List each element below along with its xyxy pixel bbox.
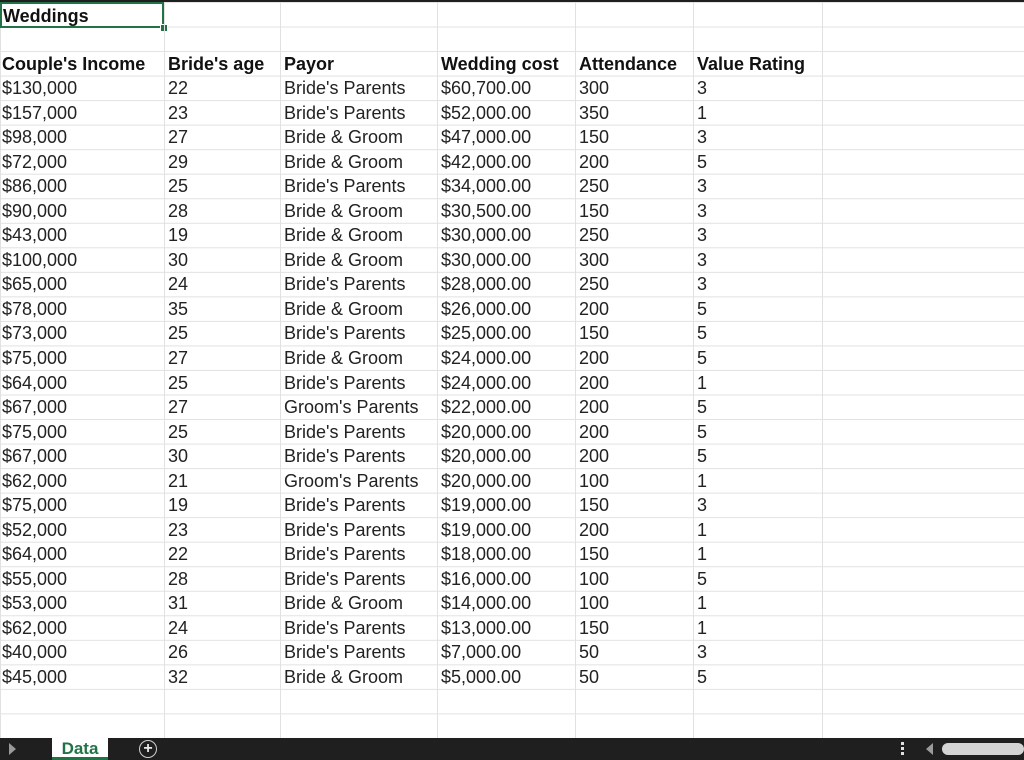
- table-cell[interactable]: 5: [697, 446, 708, 467]
- table-cell[interactable]: 150: [579, 127, 610, 148]
- table-cell[interactable]: Bride's Parents: [284, 519, 406, 540]
- table-cell[interactable]: 3: [697, 495, 708, 516]
- table-cell[interactable]: Bride's Parents: [284, 274, 406, 295]
- table-cell[interactable]: $53,000: [2, 593, 68, 614]
- table-cell[interactable]: $24,000.00: [441, 372, 532, 393]
- table-cell[interactable]: 25: [168, 421, 189, 442]
- table-cell[interactable]: $60,700.00: [441, 78, 532, 99]
- table-cell[interactable]: 31: [168, 593, 189, 614]
- table-cell[interactable]: $98,000: [2, 127, 68, 148]
- table-cell[interactable]: $18,000.00: [441, 544, 532, 565]
- title-cell-selected[interactable]: [0, 2, 164, 28]
- column-gridline: [164, 2, 165, 738]
- column-header[interactable]: Bride's age: [168, 53, 265, 74]
- scroll-tabs-right-icon[interactable]: [9, 743, 16, 755]
- table-cell[interactable]: 200: [579, 397, 610, 418]
- table-cell[interactable]: 27: [168, 347, 189, 368]
- table-cell[interactable]: Groom's Parents: [284, 470, 419, 491]
- table-cell[interactable]: $64,000: [2, 544, 68, 565]
- table-cell[interactable]: 100: [579, 470, 610, 491]
- table-cell[interactable]: 50: [579, 642, 600, 663]
- table-cell[interactable]: 300: [579, 249, 610, 270]
- table-cell[interactable]: $24,000.00: [441, 347, 532, 368]
- table-cell[interactable]: 150: [579, 617, 610, 638]
- table-cell[interactable]: Bride & Groom: [284, 667, 404, 687]
- table-cell[interactable]: 1: [697, 102, 708, 123]
- table-cell[interactable]: $100,000: [2, 249, 78, 270]
- table-cell[interactable]: 28: [168, 568, 189, 589]
- table-cell[interactable]: $26,000.00: [441, 298, 532, 319]
- table-cell[interactable]: 200: [579, 519, 610, 540]
- table-cell[interactable]: 19: [168, 225, 189, 246]
- table-cell[interactable]: Bride's Parents: [284, 642, 406, 663]
- table-cell[interactable]: 5: [697, 347, 708, 368]
- table-cell[interactable]: 150: [579, 200, 610, 221]
- column-gridline: [280, 2, 281, 738]
- table-cell[interactable]: Bride's Parents: [284, 372, 406, 393]
- table-cell[interactable]: 3: [697, 176, 708, 197]
- table-cell[interactable]: 100: [579, 568, 610, 589]
- table-cell[interactable]: 3: [697, 274, 708, 295]
- table-cell[interactable]: 250: [579, 225, 610, 246]
- table-cell[interactable]: 5: [697, 568, 708, 589]
- table-cell[interactable]: 3: [697, 642, 708, 663]
- table-cell[interactable]: 200: [579, 421, 610, 442]
- worksheet-grid[interactable]: [0, 2, 1024, 738]
- table-cell[interactable]: $34,000.00: [441, 176, 532, 197]
- table-cell[interactable]: Bride & Groom: [284, 249, 404, 270]
- table-cell[interactable]: 27: [168, 397, 189, 418]
- table-cell[interactable]: $75,000: [2, 421, 68, 442]
- table-cell[interactable]: 100: [579, 593, 610, 614]
- table-cell[interactable]: 5: [697, 667, 708, 687]
- table-cell[interactable]: 5: [697, 298, 708, 319]
- table-cell[interactable]: $7,000.00: [441, 642, 522, 663]
- table-cell[interactable]: 350: [579, 102, 610, 123]
- add-sheet-icon[interactable]: +: [139, 740, 157, 758]
- table-cell[interactable]: $30,000.00: [441, 249, 532, 270]
- table-cell[interactable]: Bride's Parents: [284, 495, 406, 516]
- table-cell[interactable]: 1: [697, 470, 708, 491]
- table-cell[interactable]: Bride's Parents: [284, 421, 406, 442]
- table-cell[interactable]: 30: [168, 249, 189, 270]
- scroll-left-icon[interactable]: [926, 743, 933, 755]
- table-cell[interactable]: $5,000.00: [441, 667, 522, 687]
- table-cell[interactable]: $20,000.00: [441, 470, 532, 491]
- table-cell[interactable]: 300: [579, 78, 610, 99]
- table-cell[interactable]: 250: [579, 176, 610, 197]
- table-cell[interactable]: $72,000: [2, 151, 68, 172]
- column-header[interactable]: Value Rating: [697, 53, 806, 74]
- table-cell[interactable]: 22: [168, 78, 189, 99]
- table-cell[interactable]: 200: [579, 446, 610, 467]
- table-cell[interactable]: 5: [697, 421, 708, 442]
- table-cell[interactable]: 3: [697, 225, 708, 246]
- table-cell[interactable]: 150: [579, 323, 610, 344]
- table-cell[interactable]: 23: [168, 102, 189, 123]
- table-cell[interactable]: 19: [168, 495, 189, 516]
- table-cell[interactable]: 29: [168, 151, 189, 172]
- table-cell[interactable]: $78,000: [2, 298, 68, 319]
- table-cell[interactable]: Bride & Groom: [284, 127, 404, 148]
- table-cell[interactable]: Bride & Groom: [284, 347, 404, 368]
- column-gridline: [693, 2, 694, 738]
- table-cell[interactable]: $90,000: [2, 200, 68, 221]
- column-header[interactable]: Attendance: [579, 53, 678, 74]
- table-cell[interactable]: 3: [697, 200, 708, 221]
- table-cell[interactable]: 200: [579, 151, 610, 172]
- table-cell[interactable]: $30,500.00: [441, 200, 532, 221]
- table-cell[interactable]: Bride & Groom: [284, 298, 404, 319]
- table-cell[interactable]: 1: [697, 519, 708, 540]
- table-cell[interactable]: $64,000: [2, 372, 68, 393]
- table-cell[interactable]: $22,000.00: [441, 397, 532, 418]
- table-cell[interactable]: 200: [579, 372, 610, 393]
- column-gridline: [822, 2, 823, 738]
- table-cell[interactable]: Bride's Parents: [284, 323, 406, 344]
- table-cell[interactable]: $73,000: [2, 323, 68, 344]
- table-cell[interactable]: Bride's Parents: [284, 102, 406, 123]
- table-cell[interactable]: Bride's Parents: [284, 446, 406, 467]
- table-cell[interactable]: $20,000.00: [441, 421, 532, 442]
- table-cell[interactable]: $13,000.00: [441, 617, 532, 638]
- table-cell[interactable]: $25,000.00: [441, 323, 532, 344]
- table-cell[interactable]: 26: [168, 642, 189, 663]
- table-cell[interactable]: Bride's Parents: [284, 544, 406, 565]
- table-cell[interactable]: $30,000.00: [441, 225, 532, 246]
- column-header[interactable]: Wedding cost: [441, 53, 559, 74]
- table-cell[interactable]: $67,000: [2, 397, 68, 418]
- table-cell[interactable]: $157,000: [2, 102, 78, 123]
- table-cell[interactable]: $19,000.00: [441, 495, 532, 516]
- table-cell[interactable]: Bride's Parents: [284, 617, 406, 638]
- table-cell[interactable]: 150: [579, 495, 610, 516]
- table-cell[interactable]: $130,000: [2, 78, 78, 99]
- table-cell[interactable]: 1: [697, 544, 708, 565]
- table-cell[interactable]: $67,000: [2, 446, 68, 467]
- table-cell[interactable]: $19,000.00: [441, 519, 532, 540]
- column-gridline: [437, 2, 438, 738]
- table-cell[interactable]: 22: [168, 544, 189, 565]
- table-cell[interactable]: 25: [168, 323, 189, 344]
- table-cell[interactable]: 28: [168, 200, 189, 221]
- table-cell[interactable]: Groom's Parents: [284, 397, 419, 418]
- table-cell[interactable]: 25: [168, 176, 189, 197]
- table-cell[interactable]: 200: [579, 347, 610, 368]
- table-cell[interactable]: 5: [697, 151, 708, 172]
- table-cell[interactable]: $42,000.00: [441, 151, 532, 172]
- table-cell[interactable]: $65,000: [2, 274, 68, 295]
- table-cell[interactable]: $16,000.00: [441, 568, 532, 589]
- table-cell[interactable]: $40,000: [2, 642, 68, 663]
- table-cell[interactable]: Bride & Groom: [284, 225, 404, 246]
- table-cell[interactable]: $52,000.00: [441, 102, 532, 123]
- table-cell[interactable]: 250: [579, 274, 610, 295]
- table-cell[interactable]: 50: [579, 667, 600, 687]
- sheet-title: Weddings: [3, 6, 89, 26]
- table-cell[interactable]: 5: [697, 323, 708, 344]
- table-cell[interactable]: $62,000: [2, 617, 68, 638]
- column-gridline: [575, 2, 576, 738]
- table-cell[interactable]: 30: [168, 446, 189, 467]
- table-cell[interactable]: 3: [697, 127, 708, 148]
- table-cell[interactable]: 1: [697, 593, 708, 614]
- table-cell[interactable]: $20,000.00: [441, 446, 532, 467]
- table-cell[interactable]: Bride's Parents: [284, 78, 406, 99]
- table-cell[interactable]: 3: [697, 78, 708, 99]
- table-cell[interactable]: 27: [168, 127, 189, 148]
- table-cell[interactable]: $75,000: [2, 495, 68, 516]
- table-cell[interactable]: 24: [168, 274, 189, 295]
- table-cell[interactable]: 25: [168, 372, 189, 393]
- table-cell[interactable]: $45,000: [2, 667, 68, 687]
- table-cell[interactable]: 200: [579, 298, 610, 319]
- table-cell[interactable]: $55,000: [2, 568, 68, 589]
- table-cell[interactable]: 35: [168, 298, 189, 319]
- table-cell[interactable]: $14,000.00: [441, 593, 532, 614]
- table-cell[interactable]: $62,000: [2, 470, 68, 491]
- table-cell[interactable]: Bride & Groom: [284, 151, 404, 172]
- table-cell[interactable]: 21: [168, 470, 189, 491]
- table-cell[interactable]: $43,000: [2, 225, 68, 246]
- sheet-tab-bar: [0, 738, 1024, 760]
- table-cell[interactable]: 3: [697, 249, 708, 270]
- tab-data[interactable]: Data: [52, 738, 108, 760]
- table-cell[interactable]: Bride & Groom: [284, 593, 404, 614]
- table-cell[interactable]: 150: [579, 544, 610, 565]
- table-cell[interactable]: Bride & Groom: [284, 200, 404, 221]
- column-header[interactable]: Couple's Income: [2, 53, 146, 74]
- table-cell[interactable]: $47,000.00: [441, 127, 532, 148]
- table-cell[interactable]: 23: [168, 519, 189, 540]
- more-options-icon[interactable]: [901, 742, 905, 756]
- table-cell[interactable]: Bride's Parents: [284, 176, 406, 197]
- table-cell[interactable]: 5: [697, 397, 708, 418]
- table-cell[interactable]: 1: [697, 372, 708, 393]
- table-cell[interactable]: 32: [168, 667, 189, 687]
- column-header[interactable]: Payor: [284, 53, 335, 74]
- horizontal-scrollbar[interactable]: [942, 743, 1024, 755]
- table-cell[interactable]: 1: [697, 617, 708, 638]
- table-cell[interactable]: Bride's Parents: [284, 568, 406, 589]
- table-cell[interactable]: $86,000: [2, 176, 68, 197]
- table-cell[interactable]: 24: [168, 617, 189, 638]
- table-cell[interactable]: $52,000: [2, 519, 68, 540]
- table-cell[interactable]: $28,000.00: [441, 274, 532, 295]
- table-cell[interactable]: $75,000: [2, 347, 68, 368]
